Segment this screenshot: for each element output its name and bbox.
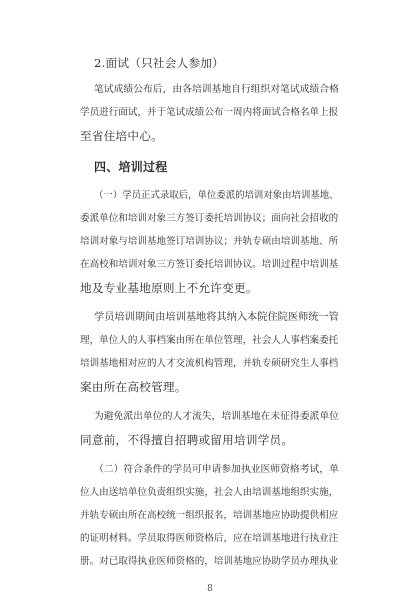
section-heading-training-process: 四、培训过程	[94, 160, 168, 174]
paragraph-line: 在高校和培训对象三方签订委托培训协议。培训过程中培训基	[80, 259, 339, 270]
paragraph-line: （一）学员正式录取后，单位委派的培训对象由培训基地、	[94, 190, 339, 201]
paragraph-line: （二）符合条件的学员可申请参加执业医师资格考试，单	[94, 464, 339, 475]
paragraph-line: 至省住培中心。	[80, 129, 163, 143]
paragraph-line: 笔试成绩公布后，由各培训基地自行组织对笔试成绩合格	[94, 84, 339, 95]
paragraph-line: 并轨专硕由所在高校统一组织报名，培训基地应协助提供相应	[80, 510, 339, 521]
paragraph-line: 理，单位人的人事档案由所在单位管理，社会人人事档案委托	[80, 335, 339, 346]
paragraph-line: 委派单位和培训对象三方签订委托培训协议；面向社会招收的	[80, 213, 339, 224]
paragraph-line: 学员进行面试，并于笔试成绩公布一周内将面试合格名单上报	[80, 107, 339, 118]
paragraph-line: 学员培训期间由培训基地将其纳入本院住院医师统一管	[94, 312, 339, 323]
paragraph-line: 同意前，不得擅自招聘或留用培训学员。	[80, 433, 294, 447]
paragraph-line: 位人由送培单位负责组织实施，社会人由培训基地组织实施，	[80, 487, 339, 498]
paragraph-line: 的证明材料。学员取得医师资格后，应在培训基地进行执业注	[80, 533, 339, 544]
page-number: 8	[207, 584, 213, 594]
paragraph-line: 为避免派出单位的人才流失，培训基地在未征得委派单位	[94, 411, 339, 422]
paragraph-line: 册。对已取得执业医师资格的，培训基地应协助学员办理执业	[80, 556, 339, 567]
paragraph-line: 培训对象与培训基地签订培训协议；并轨专硕由培训基地、所	[80, 236, 339, 247]
subsection-title-interview: 2.面试（只社会人参加）	[94, 56, 224, 70]
paragraph-line: 地及专业基地原则上不允许变更。	[80, 281, 258, 295]
paragraph-line: 培训基地相对应的人才交流机构管理，并轨专硕研究生人事档	[80, 358, 339, 369]
paragraph-line: 案由所在高校管理。	[80, 380, 187, 394]
